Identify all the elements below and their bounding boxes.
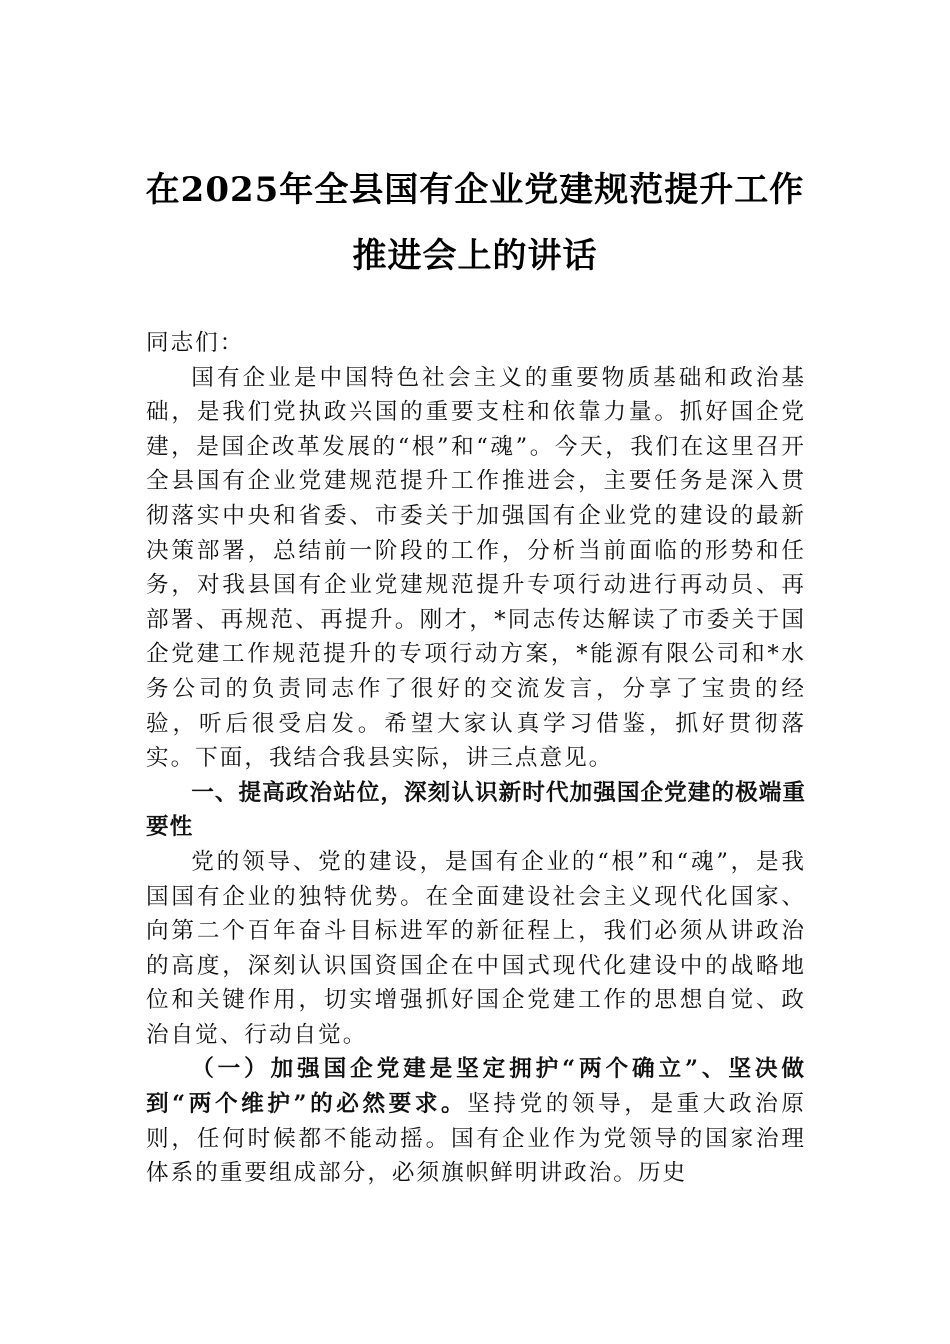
document-title-line-2: 推进会上的讲话: [352, 236, 598, 276]
subsection-1-heading: （一）加强国企党建是坚定拥护“两个确立”、坚决做到“两个维护”的必然要求。: [146, 1056, 806, 1118]
salutation: 同志们：: [146, 330, 245, 356]
subsection-1-text: 坚持党的领导，是重大政治原则，任何时候都不能动摇。国有企业作为党领导的国家治理体系的重要组成部分，必须旗帜鲜明讲政治。历史: [146, 1091, 807, 1187]
document-body: [146, 326, 806, 1191]
section-1-paragraph: 党的领导、党的建设，是国有企业的“根”和“魂”，是我国国有企业的独特优势。在全面建设社会主义现代化国家、向第二个百年奋斗目标进军的新征程上，我们必须从讲政治的高度，深刻认识国资国企在中国式现代化建设中的战略地位和关键作用，切实增强抓好国企党建工作的思想自觉、政治自觉、行动自觉。: [146, 848, 806, 1048]
section-heading-1: 一、提高政治站位，深刻认识新时代加强国企党建的极端重要性: [146, 779, 806, 841]
intro-paragraph: 国有企业是中国特色社会主义的重要物质基础和政治基础，是我们党执政兴国的重要支柱和依靠力量。抓好国企党建，是国企改革发展的“根”和“魂”。今天，我们在这里召开全县国有企业党建规范提升工作推进会，主要任务是深入贯彻落实中央和省委、市委关于加强国有企业党的建设的最新决策部署，总结前一阶段的工作，分析当前面临的形势和任务，对我县国有企业党建规范提升专项行动进行再动员、再部署、再规范、再提升。刚才，*同志传达解读了市委关于国企党建工作规范提升的专项行动方案，*能源有限公司和*水务公司的负责同志作了很好的交流发言，分享了宝贵的经验，听后很受启发。希望大家认真学习借鉴，抓好贯彻落实。下面，我结合我县实际，讲三点意见。: [146, 364, 806, 772]
document-title-line-1: 在2025年全县国有企业党建规范提升工作: [145, 170, 805, 210]
subsection-1-paragraph: [146, 1052, 806, 1190]
